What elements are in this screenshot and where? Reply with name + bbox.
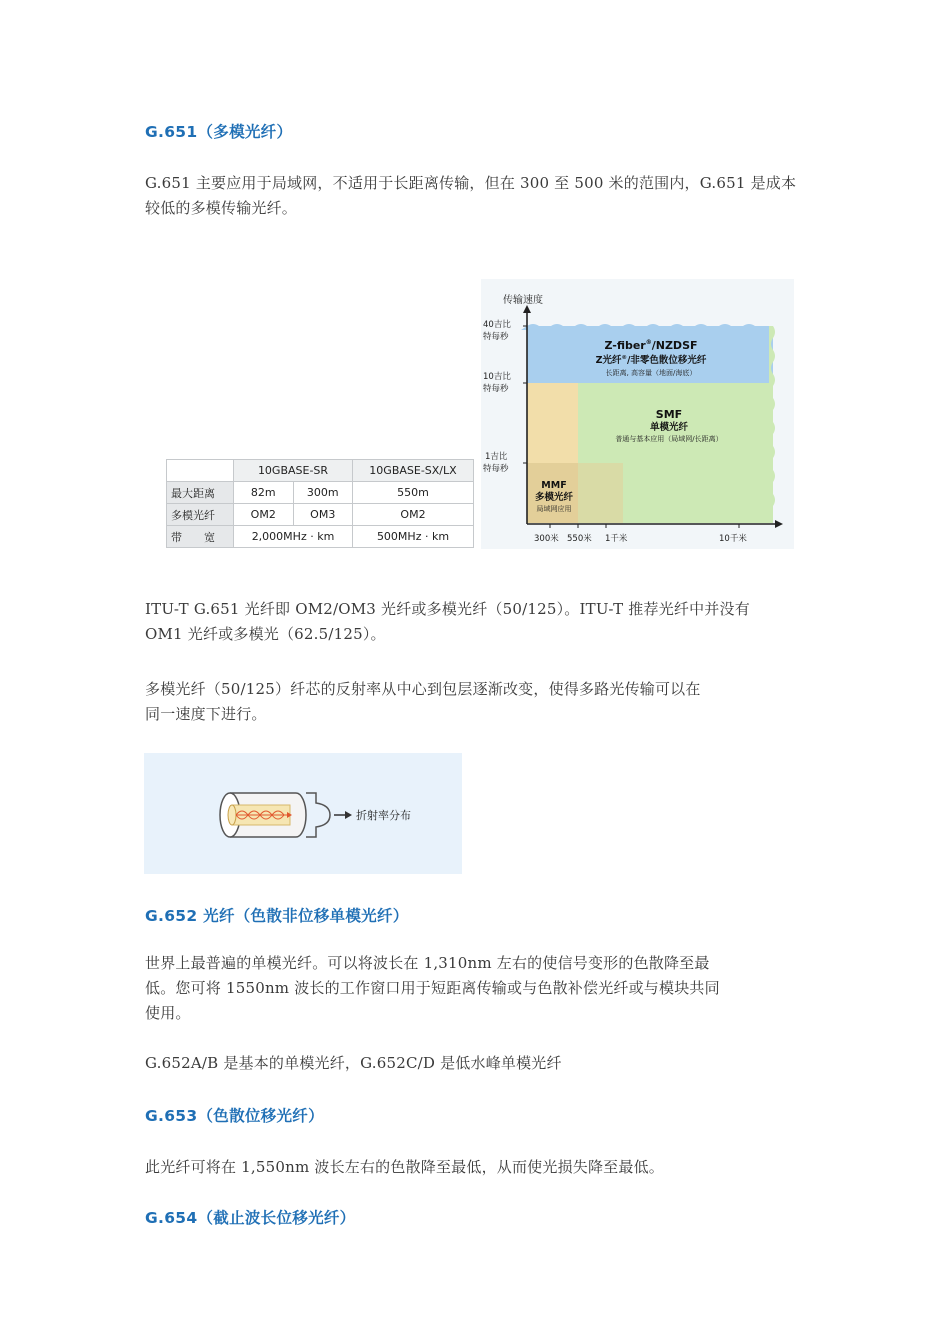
table-header-sr: 10GBASE-SR: [234, 460, 353, 482]
region-subtitle-smf: 单模光纤: [649, 422, 689, 433]
paragraph-g651: [145, 171, 811, 221]
region-subtitle-zfiber: Z光纤®/非零色散位移光纤: [595, 355, 707, 366]
paragraph-itu-line1: ITU-T G.651 光纤即 OM2/OM3 光纤或多模光纤（50/125）。ITU-T 推荐光纤中并没有: [145, 600, 750, 618]
y-tick-label: 40吉比: [483, 320, 511, 330]
table-cell: OM2: [353, 504, 474, 526]
paragraph-g652-line1: 世界上最普遍的单模光纤。可以将波长在 1,310nm 左右的使信号变形的色散降至最: [145, 954, 710, 972]
table-cell: 500MHz · km: [353, 526, 474, 548]
paragraph-g652-types: [145, 1051, 811, 1076]
paragraph-itu: [145, 597, 811, 647]
paragraph-itu-line2: OM1 光纤或多模光（62.5/125）。: [145, 625, 386, 643]
paragraph-g651-text: G.651 主要应用于局域网，不适用于长距离传输，但在 300 至 500 米的范围内，G.651 是成本较低的多模传输光纤。: [145, 174, 797, 217]
paragraph-mmf-line2: 同一速度下进行。: [145, 705, 267, 723]
x-tick-label: 10千米: [719, 534, 747, 544]
chart-svg: [481, 279, 794, 549]
x-tick-label: 300米: [534, 534, 559, 544]
y-tick-label: 特每秒: [483, 332, 509, 342]
table-header-row: [167, 460, 474, 482]
label-arrow-icon: [345, 811, 352, 819]
table-cell: OM2: [234, 504, 294, 526]
table-row-label: 带 宽: [167, 526, 234, 548]
table-cell: 82m: [234, 482, 294, 504]
y-axis-label: 传输速度: [503, 295, 543, 306]
paragraph-mmf-line1: 多模光纤（50/125）纤芯的反射率从中心到包层逐渐改变，使得多路光传输可以在: [145, 680, 701, 698]
region-label-zfiber: Z-fiber®/NZDSF: [604, 339, 698, 352]
paragraph-g653: [145, 1155, 811, 1180]
fiber-core-end: [228, 805, 236, 825]
refraction-profile: [306, 793, 330, 837]
fiber-diagram: [144, 753, 462, 874]
y-tick-label: 1吉比: [485, 452, 508, 462]
table-row-label: 多模光纤: [167, 504, 234, 526]
table-row: [167, 504, 474, 526]
table-row-label: 最大距离: [167, 482, 234, 504]
x-axis-arrow: [775, 520, 783, 528]
region-label-smf: SMF: [655, 408, 683, 421]
paragraph-g652-line3: 使用。: [145, 1004, 191, 1022]
x-tick-label: 1千米: [605, 534, 628, 544]
table-cell: 550m: [353, 482, 474, 504]
table-cell: OM3: [293, 504, 353, 526]
y-tick-label: 特每秒: [483, 384, 509, 394]
table-cell: 300m: [293, 482, 353, 504]
section-heading-g654: G.654（截止波长位移光纤）: [145, 1209, 356, 1227]
fiber-figure-label: 折射率分布: [356, 809, 411, 822]
fiber-refraction-figure: [144, 753, 462, 874]
table-row: [167, 526, 474, 548]
section-heading-g653: G.653（色散位移光纤）: [145, 1107, 324, 1125]
spec-table: [166, 459, 474, 548]
table-header-sxlx: 10GBASE-SX/LX: [353, 460, 474, 482]
region-subtitle-mmf: 多模光纤: [534, 492, 574, 503]
y-tick-label: 特每秒: [483, 464, 509, 474]
table-corner-cell: [167, 460, 234, 482]
paragraph-g653-text: 此光纤可将在 1,550nm 波长左右的色散降至最低，从而使光损失降至最低。: [145, 1158, 664, 1176]
paragraph-g652-line2: 低。您可将 1550nm 波长的工作窗口用于短距离传输或与色散补偿光纤或与模块共同: [145, 979, 720, 997]
paragraph-mmf: [145, 677, 811, 727]
section-heading-g651: G.651（多模光纤）: [145, 123, 293, 141]
region-desc-smf: 普通与基本应用（局域网/长距离）: [615, 435, 723, 443]
x-tick-label: 550米: [567, 534, 592, 544]
fiber-speed-chart: [481, 279, 794, 549]
y-tick-label: 10吉比: [483, 372, 511, 382]
region-overlap: [578, 463, 623, 523]
region-desc-mmf: 局域网应用: [536, 505, 572, 513]
y-axis-arrow: [523, 305, 531, 313]
section-heading-g652: G.652 光纤（色散非位移单模光纤）: [145, 907, 409, 925]
table-row: [167, 482, 474, 504]
table-cell: 2,000MHz · km: [234, 526, 353, 548]
region-desc-zfiber: 长距离, 高容量（地面/海底）: [605, 369, 697, 377]
paragraph-g652: [145, 951, 811, 1026]
region-label-mmf: MMF: [541, 480, 567, 491]
paragraph-g652-types-text: G.652A/B 是基本的单模光纤，G.652C/D 是低水峰单模光纤: [145, 1054, 562, 1072]
